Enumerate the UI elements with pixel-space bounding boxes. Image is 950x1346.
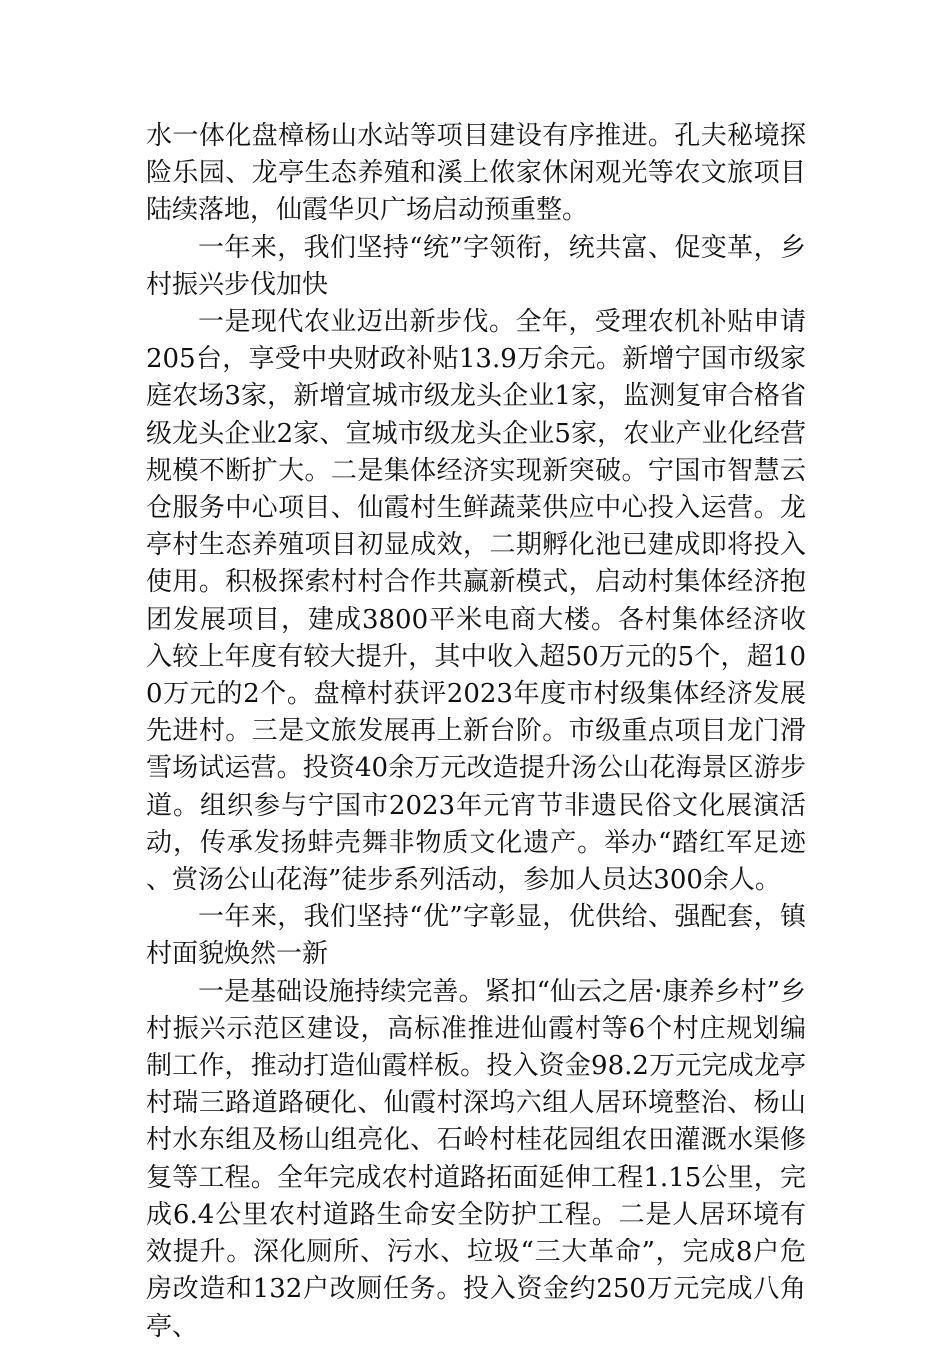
section-heading-unity: 一年来，我们坚持“统”字领衔，统共富、促变革，乡村振兴步伐加快: [146, 232, 806, 300]
section-heading-optimization: 一年来，我们坚持“优”字彰显，优供给、强配套，镇村面貌焕然一新: [146, 902, 806, 970]
paragraph-continuation: 水一体化盘樟杨山水站等项目建设有序推进。孔夫秘境探险乐园、龙亭生态养殖和溪上侬家休闲观光等农文旅项目陆续落地，仙霞华贝广场启动预重整。: [146, 121, 806, 226]
paragraph-rural-revitalization: 一是现代农业迈出新步伐。全年，受理农机补贴申请205台，享受中央财政补贴13.9万余元。新增宁国市级家庭农场3家，新增宣城市级龙头企业1家，监测复审合格省级龙头企业2家、宣城市级龙头企业5家，农业产业化经营规模不断扩大。二是集体经济实现新突破。宁国市智慧云仓服务中心项目、仙霞村生鲜蔬菜供应中心投入运营。龙亭村生态养殖项目初显成效，二期孵化池已建成即将投入使用。积极探索村村合作共赢新模式，启动村集体经济抱团发展项目，建成3800平米电商大楼。各村集体经济收入较上年度有较大提升，其中收入超50万元的5个，超100万元的2个。盘樟村获评2023年度市村级集体经济发展先进村。三是文旅发展再上新台阶。市级重点项目龙门滑雪场试运营。投资40余万元改造提升汤公山花海景区游步道。组织参与宁国市2023年元宵节非遗民俗文化展演活动，传承发扬蚌壳舞非物质文化遗产。举办“踏红军足迹、赏汤公山花海”徒步系列活动，参加人员达300余人。: [146, 307, 806, 896]
document-body: [146, 118, 806, 1346]
paragraph-infrastructure: 一是基础设施持续完善。紧扣“仙云之居·康养乡村”乡村振兴示范区建设，高标准推进仙霞村等6个村庄规划编制工作，推动打造仙霞样板。投入资金98.2万元完成龙亭村瑞三路道路硬化、仙霞村深坞六组人居环境整治、杨山村水东组及杨山组亮化、石岭村桂花园组农田灌溉水渠修复等工程。全年完成农村道路拓面延伸工程1.15公里，完成6.4公里农村道路生命安全防护工程。二是人居环境有效提升。深化厕所、污水、垃圾“三大革命”，完成8户危房改造和132户改厕任务。投入资金约250万元完成八角亭、: [146, 976, 806, 1342]
